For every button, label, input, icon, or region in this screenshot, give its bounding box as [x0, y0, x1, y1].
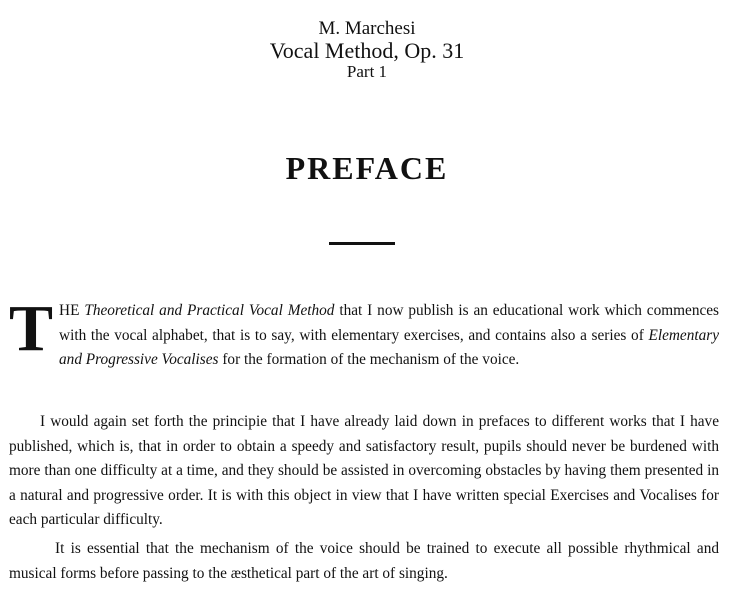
paragraph-1-italic-vocalises: Elementary and Progressive Vocalises [59, 326, 719, 368]
author-line: M. Marchesi [318, 18, 416, 39]
title-divider [329, 242, 395, 245]
work-title: Vocal Method, Op. 31 [269, 38, 465, 63]
paragraph-1 [9, 292, 719, 373]
paragraph-3: It is essential that the mechanism of the voice should be trained to execute all possible rhythmical and musical forms before passing to the æsthetical part of the art of singing. [9, 540, 719, 582]
paragraph-1-italic-title: Theoretical and Practical Vocal Method [84, 302, 335, 319]
drop-cap: T [9, 292, 54, 365]
paragraph-1-text-b: that I now publish is an educational work which commences with the vocal alphabet, that is to say, with elementary exercises, and contains also a series of [59, 302, 719, 344]
part-label: Part 1 [346, 62, 388, 81]
paragraph-1-text-a: HE [59, 302, 85, 319]
page-title: PREFACE [285, 150, 449, 186]
paragraph-1-text-c: for the formation of the mechanism of the voice. [218, 351, 520, 368]
paragraph-2: I would again set forth the principie that I have already laid down in prefaces to different works that I have published, which is, that in order to obtain a speedy and satisfactory result, pupils should never be burdened with more than one difficulty at a time, and they should be assisted in overcoming obstacles by having them presented in a natural and progressive order. It is with this object in view that I have written special Exercises and Vocalises for each particular difficulty. [9, 413, 719, 528]
